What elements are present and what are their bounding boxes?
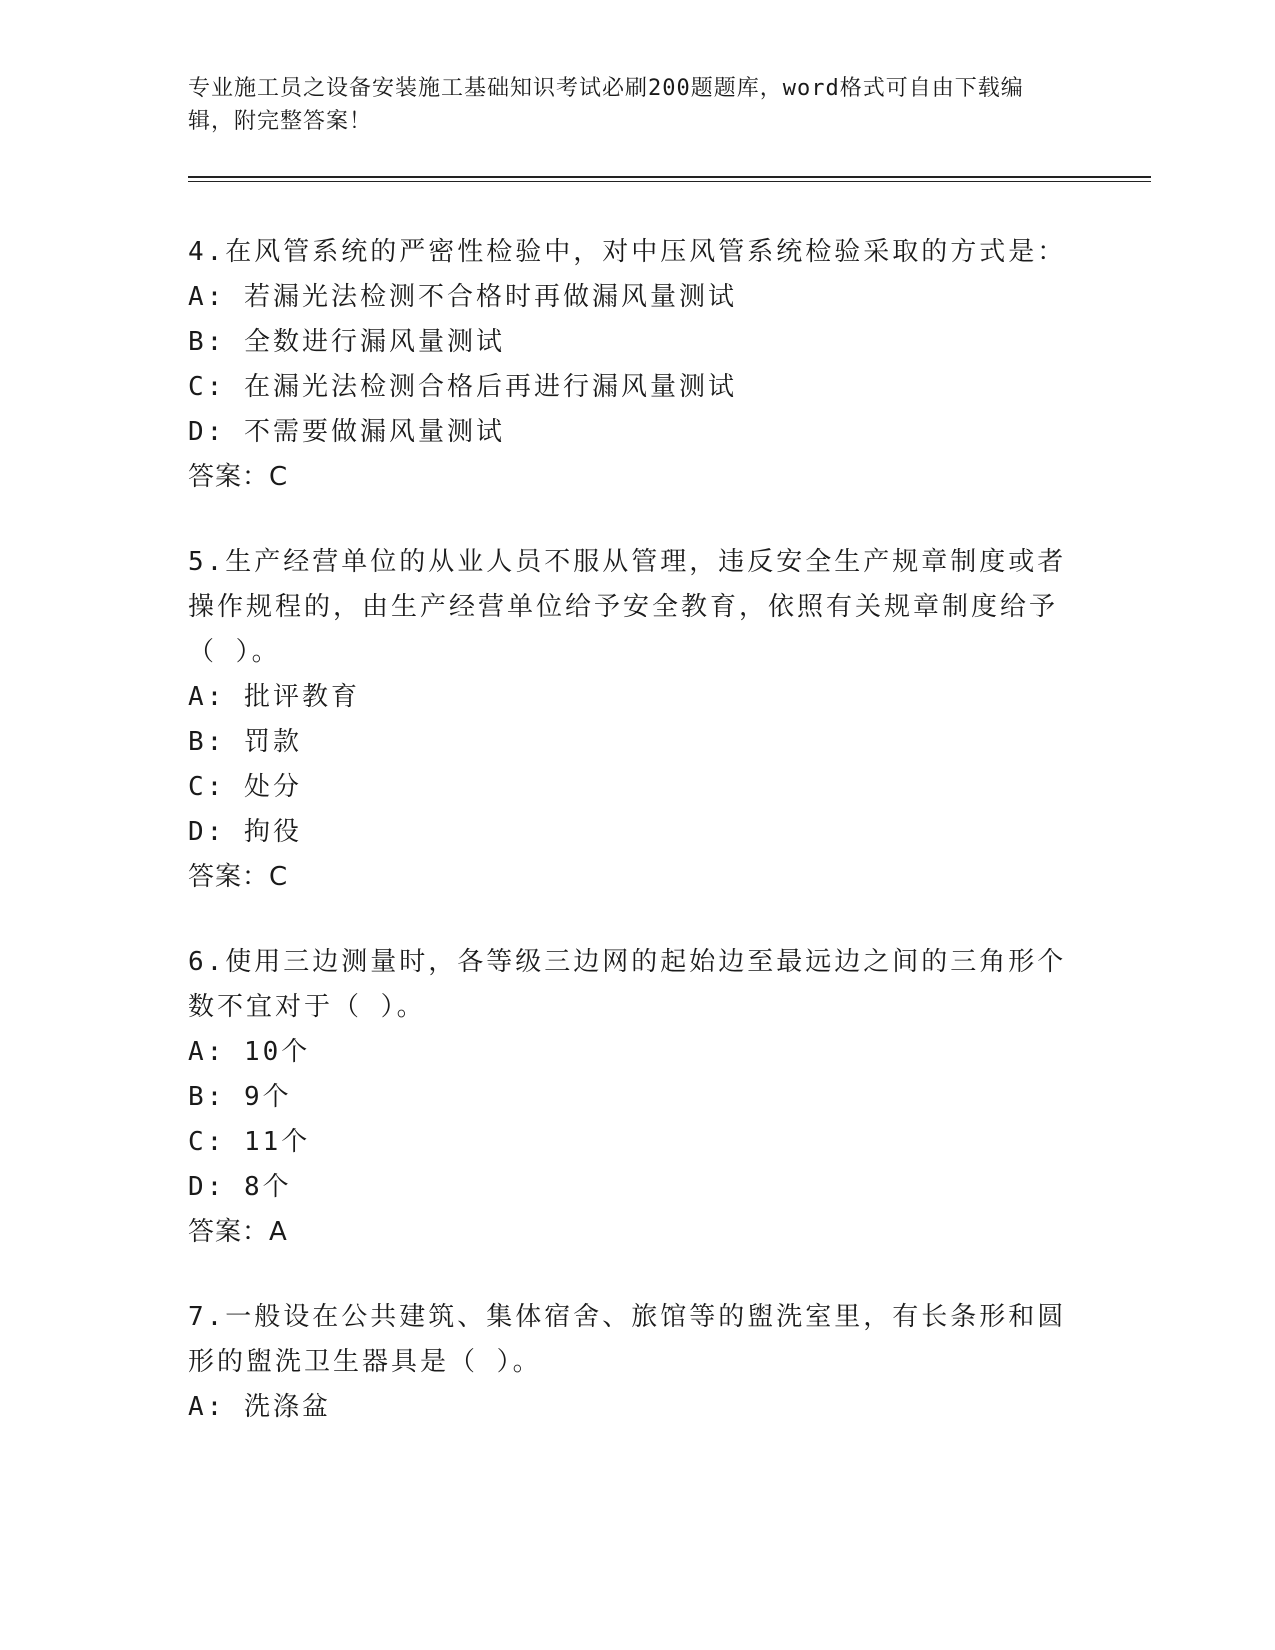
- answer-label: 答案：: [188, 462, 270, 492]
- option-c: C: 处分: [188, 772, 302, 802]
- option-d: D: 拘役: [188, 817, 302, 847]
- header-divider-thick: [188, 176, 1151, 178]
- question-stem: 4.在风管系统的严密性检验中，对中压风管系统检验采取的方式是：: [188, 237, 1067, 267]
- answer-line: [188, 1210, 1068, 1255]
- answer-label: 答案：: [188, 1217, 270, 1247]
- option-a: A: 若漏光法检测不合格时再做漏风量测试: [188, 282, 737, 312]
- document-header: 专业施工员之设备安装施工基础知识考试必刷200题题库，word格式可自由下载编辑，附完整答案！: [188, 76, 1024, 134]
- answer-line: [188, 455, 1068, 500]
- header-divider-thin: [188, 181, 1151, 182]
- answer-line: [188, 855, 1068, 900]
- question-item: [188, 1295, 1068, 1430]
- option-b: B: 9个: [188, 1082, 292, 1112]
- option-d: D: 8个: [188, 1172, 292, 1202]
- option-b: B: 罚款: [188, 727, 302, 757]
- question-stem: 7.一般设在公共建筑、集体宿舍、旅馆等的盥洗室里，有长条形和圆形的盥洗卫生器具是（ ）。: [188, 1302, 1067, 1377]
- answer-value: A: [269, 1217, 287, 1247]
- question-item: [188, 540, 1068, 900]
- answer-value: C: [269, 862, 288, 892]
- question-list: [188, 230, 1068, 1470]
- option-d: D: 不需要做漏风量测试: [188, 417, 505, 447]
- option-a: A: 批评教育: [188, 682, 360, 712]
- option-a: A: 洗涤盆: [188, 1392, 331, 1422]
- question-stem: 6.使用三边测量时，各等级三边网的起始边至最远边之间的三角形个数不宜对于（ ）。: [188, 947, 1067, 1022]
- answer-label: 答案：: [188, 862, 270, 892]
- question-item: [188, 940, 1068, 1255]
- option-c: C: 在漏光法检测合格后再进行漏风量测试: [188, 372, 737, 402]
- question-stem: 5.生产经营单位的从业人员不服从管理，违反安全生产规章制度或者操作规程的，由生产经营单位给予安全教育，依照有关规章制度给予（ ）。: [188, 547, 1067, 667]
- option-a: A: 10个: [188, 1037, 311, 1067]
- option-c: C: 11个: [188, 1127, 311, 1157]
- question-item: [188, 230, 1068, 500]
- answer-value: C: [269, 462, 288, 492]
- option-b: B: 全数进行漏风量测试: [188, 327, 505, 357]
